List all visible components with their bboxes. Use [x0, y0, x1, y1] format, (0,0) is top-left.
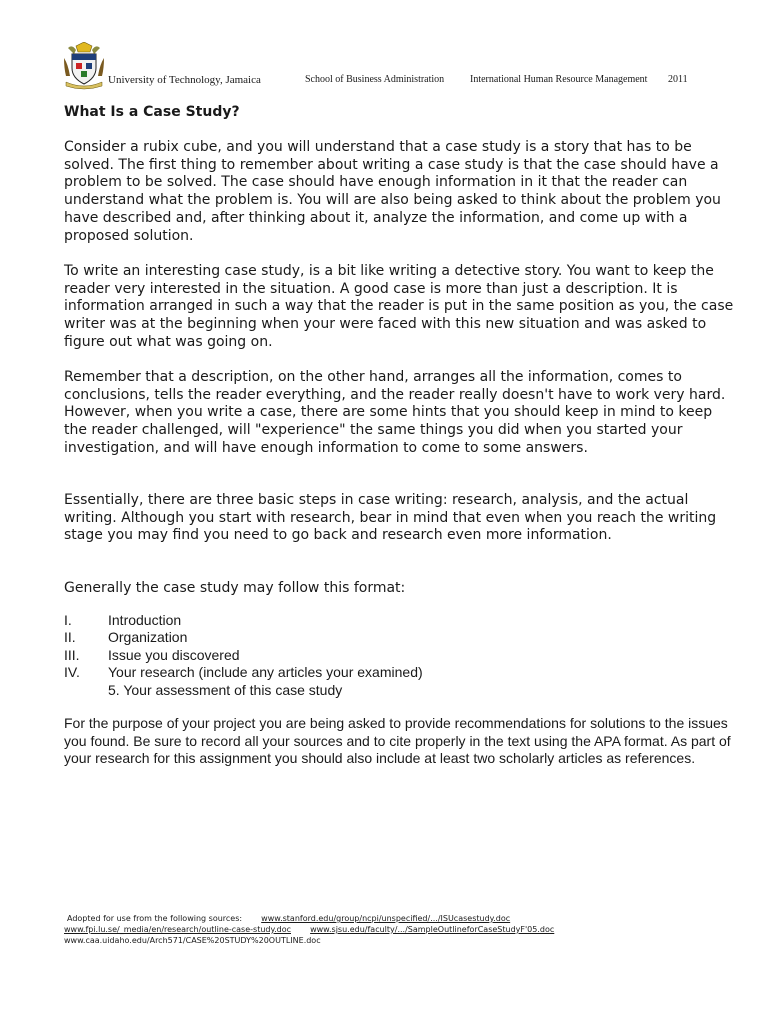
- paragraph: Consider a rubix cube, and you will understand that a case study is a story that has to be solved. The first thing to remember about writing a case study is that the case should have a problem to be solved. The case should have enough information in it that the reader can understand what the problem is. You will are also being asked to think about the problem you have described and, after thinking about it, analyze the information, and come up with a proposed solution.: [64, 139, 721, 244]
- list-text: Issue you discovered: [108, 646, 240, 663]
- source-link[interactable]: www.caa.uidaho.edu/Arch571/CASE%20STUDY%20OUTLINE.doc: [64, 936, 321, 945]
- source-link[interactable]: www.sjsu.edu/faculty/.../SampleOutlineforCaseStudyF'05.doc: [310, 925, 555, 934]
- list-number: IV.: [64, 664, 80, 681]
- sources-lead: Adopted for use from the following sources:: [67, 914, 243, 923]
- list-text: Your research (include any articles your examined): [108, 664, 423, 681]
- header-course: International Human Resource Management: [470, 74, 648, 85]
- list-text: Organization: [108, 629, 188, 646]
- university-crest-logo: [62, 42, 106, 90]
- paragraph: To write an interesting case study, is a bit like writing a detective story. You want to keep the reader very interested in the situation. A good case is more than just a description. It is information arranged in such a way that the reader is put in the same position as you, the case writer was at the beginning when your were faced with this new situation and was asked to figure out what was going on.: [64, 263, 734, 350]
- paragraph: Remember that a description, on the other hand, arranges all the information, comes to conclusions, tells the reader everything, and the reader really doesn't have to work very hard. However, when you write a case, there are some hints that you should keep in mind to keep the reader challenged, will "experience" the same things you did when you started your investigation, and will have enough information to come to some answers.: [64, 369, 726, 456]
- header-university: University of Technology, Jamaica: [108, 74, 261, 86]
- list-number: II.: [64, 629, 76, 646]
- header-school: School of Business Administration: [305, 74, 445, 85]
- source-link[interactable]: www.fpi.lu.se/_media/en/research/outline-case-study.doc: [64, 925, 291, 934]
- sources-footnote: [64, 913, 554, 946]
- header-year: 2011: [668, 74, 688, 85]
- format-intro: Generally the case study may follow this format:: [64, 580, 406, 596]
- list-number: III.: [64, 646, 80, 663]
- list-number: I.: [64, 612, 72, 628]
- source-link[interactable]: www.stanford.edu/group/ncpi/unspecified/.../ISUcasestudy.doc: [261, 914, 511, 923]
- list-text: Introduction: [108, 612, 182, 628]
- paragraph: Essentially, there are three basic steps in case writing: research, analysis, and the actual writing. Although you start with research, bear in mind that even when you reach the writing stage you may find you need to go back and research even more information.: [64, 492, 717, 544]
- page-title: What Is a Case Study?: [64, 104, 240, 120]
- list-sub-item: 5. Your assessment of this case study: [108, 682, 343, 698]
- closing-paragraph: For the purpose of your project you are being asked to provide recommendations for solutions to the issues you found. Be sure to record all your sources and to cite properly in the text using the APA format. As part of your research for this assignment you should also include at least two scholarly articles as references.: [64, 715, 731, 767]
